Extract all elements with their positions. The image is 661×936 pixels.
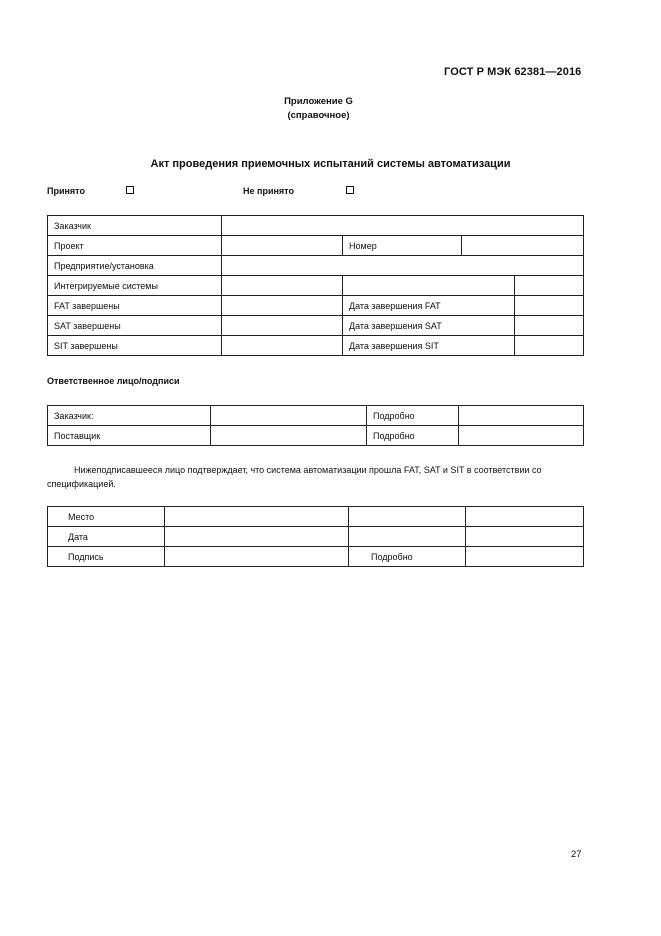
integrated-systems-field-2[interactable] [343, 276, 515, 296]
integrated-systems-field-3[interactable] [515, 276, 584, 296]
table-row [48, 276, 584, 296]
date-extra-field[interactable] [349, 527, 466, 547]
fat-done-field[interactable] [222, 296, 343, 316]
customer-details-field[interactable] [459, 406, 584, 426]
sat-date-label: Дата завершения SAT [343, 316, 515, 336]
project-field[interactable] [222, 236, 343, 256]
date-label: Дата [48, 527, 165, 547]
supplier-sign-field[interactable] [211, 426, 367, 446]
number-field[interactable] [462, 236, 584, 256]
table-row [48, 216, 584, 236]
date-field[interactable] [165, 527, 349, 547]
table-row [48, 316, 584, 336]
customer-details-label: Подробно [367, 406, 459, 426]
supplier-details-field[interactable] [459, 426, 584, 446]
fat-done-label: FAT завершены [48, 296, 222, 316]
sat-done-label: SAT завершены [48, 316, 222, 336]
page-number: 27 [571, 849, 582, 860]
table-row [48, 336, 584, 356]
supplier-sign-label: Поставщик [48, 426, 211, 446]
not-accepted-checkbox[interactable] [346, 186, 354, 194]
table-row [48, 256, 584, 276]
signature-details-field[interactable] [466, 547, 584, 567]
signature-table [47, 506, 584, 567]
appendix-subtitle: (справочное) [287, 110, 350, 121]
table-row [48, 296, 584, 316]
responsible-section-title: Ответственное лицо/подписи [47, 376, 180, 386]
plant-field[interactable] [222, 256, 584, 276]
place-field[interactable] [165, 507, 349, 527]
table-row [48, 547, 584, 567]
accepted-label: Принято [47, 186, 85, 196]
customer-sign-field[interactable] [211, 406, 367, 426]
not-accepted-label: Не принято [243, 186, 294, 196]
plant-label: Предприятие/установка [48, 256, 222, 276]
project-info-table [47, 215, 584, 356]
responsible-table [47, 405, 584, 446]
number-label: Номер [343, 236, 462, 256]
table-row [48, 406, 584, 426]
standard-code: ГОСТ Р МЭК 62381—2016 [444, 66, 582, 78]
fat-date-label: Дата завершения FAT [343, 296, 515, 316]
document-title: Акт проведения приемочных испытаний системы автоматизации [150, 158, 511, 170]
place-extra-field[interactable] [349, 507, 466, 527]
signature-field[interactable] [165, 547, 349, 567]
accepted-checkbox[interactable] [126, 186, 134, 194]
place-label: Место [48, 507, 165, 527]
customer-field[interactable] [222, 216, 584, 236]
supplier-details-label: Подробно [367, 426, 459, 446]
fat-date-field[interactable] [515, 296, 584, 316]
sit-done-label: SIT завершены [48, 336, 222, 356]
sat-date-field[interactable] [515, 316, 584, 336]
table-row [48, 426, 584, 446]
customer-sign-label: Заказчик: [48, 406, 211, 426]
appendix-title: Приложение G [284, 96, 353, 107]
customer-label: Заказчик [48, 216, 222, 236]
sit-date-field[interactable] [515, 336, 584, 356]
sit-done-field[interactable] [222, 336, 343, 356]
date-extra-field-2[interactable] [466, 527, 584, 547]
signature-details-label: Подробно [349, 547, 466, 567]
sit-date-label: Дата завершения SIT [343, 336, 515, 356]
sat-done-field[interactable] [222, 316, 343, 336]
integrated-systems-field-1[interactable] [222, 276, 343, 296]
table-row [48, 507, 584, 527]
integrated-systems-label: Интегрируемые системы [48, 276, 222, 296]
table-row [48, 236, 584, 256]
place-extra-field-2[interactable] [466, 507, 584, 527]
project-label: Проект [48, 236, 222, 256]
table-row [48, 527, 584, 547]
signature-label: Подпись [48, 547, 165, 567]
confirmation-statement: Нижеподписавшееся лицо подтверждает, что система автоматизации прошла FAT, SAT и SIT в соответствии со спецификацией. [47, 465, 542, 489]
